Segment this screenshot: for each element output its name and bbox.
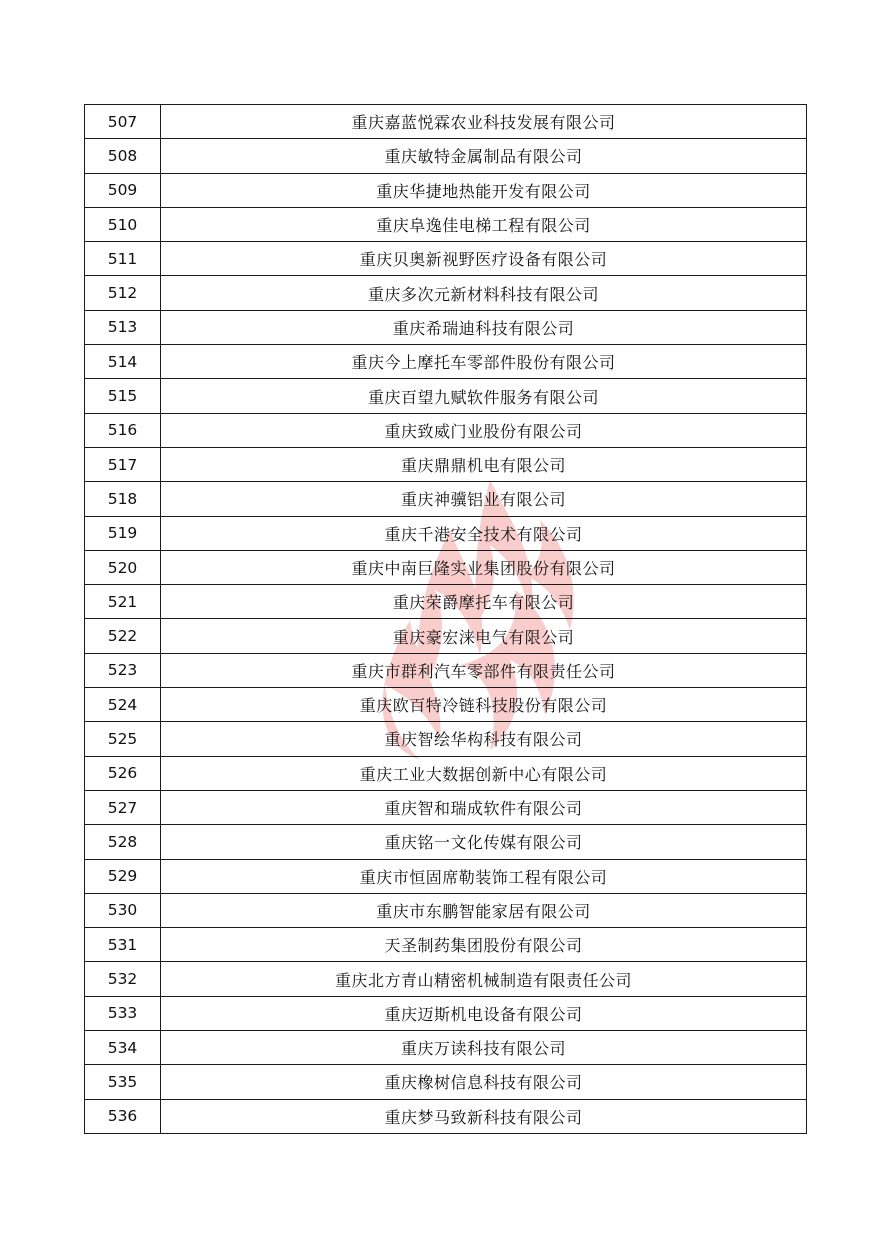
row-number-cell: 527 xyxy=(85,790,161,824)
company-name-cell: 重庆鼎鼎机电有限公司 xyxy=(161,447,807,481)
table-row xyxy=(85,962,807,996)
table-row xyxy=(85,242,807,276)
row-number-cell: 522 xyxy=(85,619,161,653)
company-name-cell: 重庆工业大数据创新中心有限公司 xyxy=(161,756,807,790)
table-row xyxy=(85,790,807,824)
row-number-cell: 517 xyxy=(85,447,161,481)
company-name-cell: 重庆铭一文化传媒有限公司 xyxy=(161,825,807,859)
company-name-cell: 重庆万读科技有限公司 xyxy=(161,1031,807,1065)
row-number-cell: 507 xyxy=(85,105,161,139)
table-row xyxy=(85,722,807,756)
row-number-cell: 523 xyxy=(85,653,161,687)
company-name-cell: 重庆市东鹏智能家居有限公司 xyxy=(161,893,807,927)
row-number-cell: 525 xyxy=(85,722,161,756)
company-name-cell: 重庆梦马致新科技有限公司 xyxy=(161,1099,807,1133)
company-name-cell: 重庆欧百特冷链科技股份有限公司 xyxy=(161,688,807,722)
table-row xyxy=(85,859,807,893)
company-name-cell: 重庆荣爵摩托车有限公司 xyxy=(161,585,807,619)
company-name-cell: 重庆北方青山精密机械制造有限责任公司 xyxy=(161,962,807,996)
company-name-cell: 重庆市群利汽车零部件有限责任公司 xyxy=(161,653,807,687)
row-number-cell: 536 xyxy=(85,1099,161,1133)
table-row xyxy=(85,139,807,173)
row-number-cell: 532 xyxy=(85,962,161,996)
table-row xyxy=(85,1031,807,1065)
table-row xyxy=(85,173,807,207)
company-name-cell: 重庆神骥铝业有限公司 xyxy=(161,482,807,516)
row-number-cell: 528 xyxy=(85,825,161,859)
company-name-cell: 天圣制药集团股份有限公司 xyxy=(161,928,807,962)
company-name-cell: 重庆智绘华构科技有限公司 xyxy=(161,722,807,756)
table-row xyxy=(85,379,807,413)
table-row xyxy=(85,207,807,241)
table-row xyxy=(85,276,807,310)
table-row xyxy=(85,928,807,962)
row-number-cell: 531 xyxy=(85,928,161,962)
company-name-cell: 重庆阜逸佳电梯工程有限公司 xyxy=(161,207,807,241)
table-row xyxy=(85,688,807,722)
table-row xyxy=(85,619,807,653)
company-name-cell: 重庆今上摩托车零部件股份有限公司 xyxy=(161,345,807,379)
table-row xyxy=(85,825,807,859)
row-number-cell: 510 xyxy=(85,207,161,241)
row-number-cell: 530 xyxy=(85,893,161,927)
company-name-cell: 重庆豪宏涞电气有限公司 xyxy=(161,619,807,653)
company-name-cell: 重庆市恒固席勒装饰工程有限公司 xyxy=(161,859,807,893)
table-row xyxy=(85,756,807,790)
company-name-cell: 重庆嘉蓝悦霖农业科技发展有限公司 xyxy=(161,105,807,139)
company-name-cell: 重庆贝奥新视野医疗设备有限公司 xyxy=(161,242,807,276)
row-number-cell: 511 xyxy=(85,242,161,276)
row-number-cell: 518 xyxy=(85,482,161,516)
table-row xyxy=(85,653,807,687)
row-number-cell: 533 xyxy=(85,996,161,1030)
row-number-cell: 524 xyxy=(85,688,161,722)
row-number-cell: 519 xyxy=(85,516,161,550)
row-number-cell: 513 xyxy=(85,310,161,344)
table-row xyxy=(85,550,807,584)
company-list-body xyxy=(85,105,807,1134)
company-name-cell: 重庆致威门业股份有限公司 xyxy=(161,413,807,447)
company-name-cell: 重庆橡树信息科技有限公司 xyxy=(161,1065,807,1099)
row-number-cell: 509 xyxy=(85,173,161,207)
table-row xyxy=(85,585,807,619)
table-row xyxy=(85,447,807,481)
row-number-cell: 520 xyxy=(85,550,161,584)
company-name-cell: 重庆希瑞迪科技有限公司 xyxy=(161,310,807,344)
row-number-cell: 521 xyxy=(85,585,161,619)
row-number-cell: 514 xyxy=(85,345,161,379)
company-name-cell: 重庆中南巨隆实业集团股份有限公司 xyxy=(161,550,807,584)
table-row xyxy=(85,310,807,344)
table-row xyxy=(85,105,807,139)
table-row xyxy=(85,1065,807,1099)
company-name-cell: 重庆迈斯机电设备有限公司 xyxy=(161,996,807,1030)
row-number-cell: 508 xyxy=(85,139,161,173)
company-name-cell: 重庆智和瑞成软件有限公司 xyxy=(161,790,807,824)
table-row xyxy=(85,516,807,550)
row-number-cell: 534 xyxy=(85,1031,161,1065)
company-name-cell: 重庆敏特金属制品有限公司 xyxy=(161,139,807,173)
company-name-cell: 重庆多次元新材料科技有限公司 xyxy=(161,276,807,310)
company-name-cell: 重庆百望九赋软件服务有限公司 xyxy=(161,379,807,413)
row-number-cell: 515 xyxy=(85,379,161,413)
company-list-table xyxy=(84,104,807,1134)
table-row xyxy=(85,482,807,516)
row-number-cell: 535 xyxy=(85,1065,161,1099)
company-name-cell: 重庆千港安全技术有限公司 xyxy=(161,516,807,550)
row-number-cell: 516 xyxy=(85,413,161,447)
row-number-cell: 526 xyxy=(85,756,161,790)
table-row xyxy=(85,345,807,379)
table-row xyxy=(85,893,807,927)
row-number-cell: 512 xyxy=(85,276,161,310)
table-row xyxy=(85,996,807,1030)
table-row xyxy=(85,1099,807,1133)
row-number-cell: 529 xyxy=(85,859,161,893)
table-row xyxy=(85,413,807,447)
company-name-cell: 重庆华捷地热能开发有限公司 xyxy=(161,173,807,207)
